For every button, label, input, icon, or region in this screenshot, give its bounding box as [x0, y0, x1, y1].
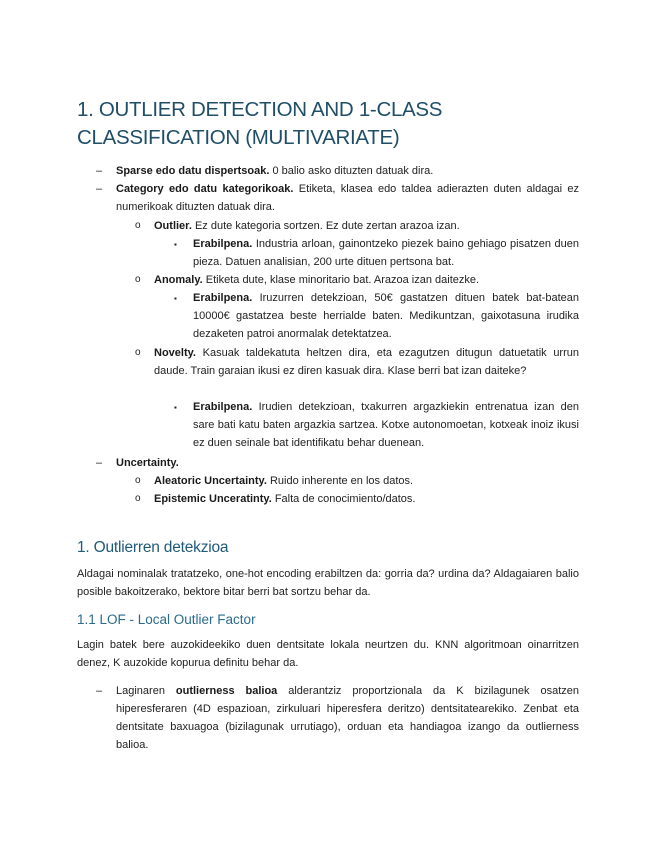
section-heading-lof: 1.1 LOF - Local Outlier Factor	[77, 612, 256, 627]
dash-bullet: –	[96, 183, 103, 195]
square-bullet: ▪	[174, 403, 177, 412]
item-text: Industria arloan, gainontzeko piezek baino gehiago pisatzen duen pieza. Datuen analisian, 200 urte dituen pertsona bat.	[193, 238, 579, 268]
dash-bullet: –	[96, 685, 103, 697]
list-item-uncertainty	[116, 454, 579, 472]
page-title: 1. OUTLIER DETECTION AND 1-CLASS CLASSIFICATION (MULTIVARIATE)	[77, 98, 443, 149]
list-item-category	[116, 180, 579, 216]
term: Sparse edo datu dispertsoak.	[116, 165, 270, 177]
term: outlierness balioa	[175, 685, 278, 697]
dash-bullet: –	[96, 457, 103, 469]
circle-bullet: o	[135, 274, 141, 285]
item-text: Irudien detekzioan, txakurren argazkiekin entrenatua izan den sare bati katu baten argazkia sartzea. Kotxe autonomoetan, kotxeak inoiz ikusi ez duen seinale bat identifikatu behar duenean.	[193, 401, 579, 449]
circle-bullet: o	[135, 475, 141, 486]
item-text: alderantziz proportzionala da K bizilagunek osatzen hiperesferaren (4D espazioan, zirkuluari hiperesfera deritzo) dentsitatearekiko. Zenbat eta dentsitate baxuagoa (bizilagunak urrutiago), orduan eta handiagoa izango da outlierness balioa.	[116, 685, 579, 751]
list-item-outlierness	[116, 682, 579, 754]
list-item-outlier-usage	[193, 235, 579, 271]
list-item-anomaly	[154, 271, 579, 289]
list-item-anomaly-usage	[193, 289, 579, 343]
list-item-novelty-usage	[193, 398, 579, 452]
list-item-epistemic	[154, 490, 579, 508]
term: Erabilpena.	[193, 238, 253, 250]
item-prefix: Laginaren	[116, 685, 176, 697]
item-text: Etiketa, klasea edo taldea adierazten duten aldagai ez numerikoak dituzten datuak dira.	[116, 183, 579, 213]
item-text: Iruzurren detekzioan, 50€ gastatzen dituen batek bat-batean 10000€ gastatzea beste herrialde baten. Medikuntzan, gaixotasuna irudika dezaketen patroi anormalak detektatzea.	[193, 292, 579, 340]
circle-bullet: o	[135, 220, 141, 231]
term: Erabilpena.	[193, 401, 253, 413]
item-text: 0 balio asko dituzten datuak dira.	[269, 165, 434, 177]
list-item-aleatoric	[154, 472, 579, 490]
item-text: Ez dute kategoria sortzen. Ez dute zertan arazoa izan.	[191, 220, 460, 232]
term: Erabilpena.	[193, 292, 253, 304]
item-text: Kasuak taldekatuta heltzen dira, eta ezagutzen ditugun datuetatik urrun daude. Train garaian ikusi ez diren kasuak dira. Klase berri bat izan daiteke?	[154, 347, 579, 377]
section-heading-outlier-detection: 1. Outlierren detekzioa	[77, 539, 229, 556]
item-text: Ruido inherente en los datos.	[266, 475, 414, 487]
circle-bullet: o	[135, 493, 141, 504]
item-text: Etiketa dute, klase minoritario bat. Arazoa izan daitezke.	[202, 274, 480, 286]
circle-bullet: o	[135, 347, 141, 358]
dash-bullet: –	[96, 165, 103, 177]
section-paragraph: Lagin batek bere auzokideekiko duen dentsitate lokala neurtzen du. KNN algoritmoan oinarritzen denez, K auzokide kopurua definitu behar da.	[77, 639, 579, 669]
term: Anomaly.	[154, 274, 203, 286]
square-bullet: ▪	[174, 240, 177, 249]
term: Category edo datu kategorikoak.	[116, 183, 294, 195]
term: Outlier.	[154, 220, 192, 232]
square-bullet: ▪	[174, 294, 177, 303]
list-item-novelty	[154, 344, 579, 380]
list-item-sparse	[116, 162, 579, 180]
list-item-outlier	[154, 217, 579, 235]
term: Uncertainty.	[116, 457, 179, 469]
term: Aleatoric Uncertainty.	[154, 475, 267, 487]
item-text: Falta de conocimiento/datos.	[271, 493, 416, 505]
term: Novelty.	[154, 347, 196, 359]
term: Epistemic Unceratinty.	[154, 493, 272, 505]
section-paragraph: Aldagai nominalak tratatzeko, one-hot encoding erabiltzen da: gorria da? urdina da? Aldagaiaren balio posible bakoitzerako, bektore bitar berri bat sortzu behar da.	[77, 568, 579, 598]
